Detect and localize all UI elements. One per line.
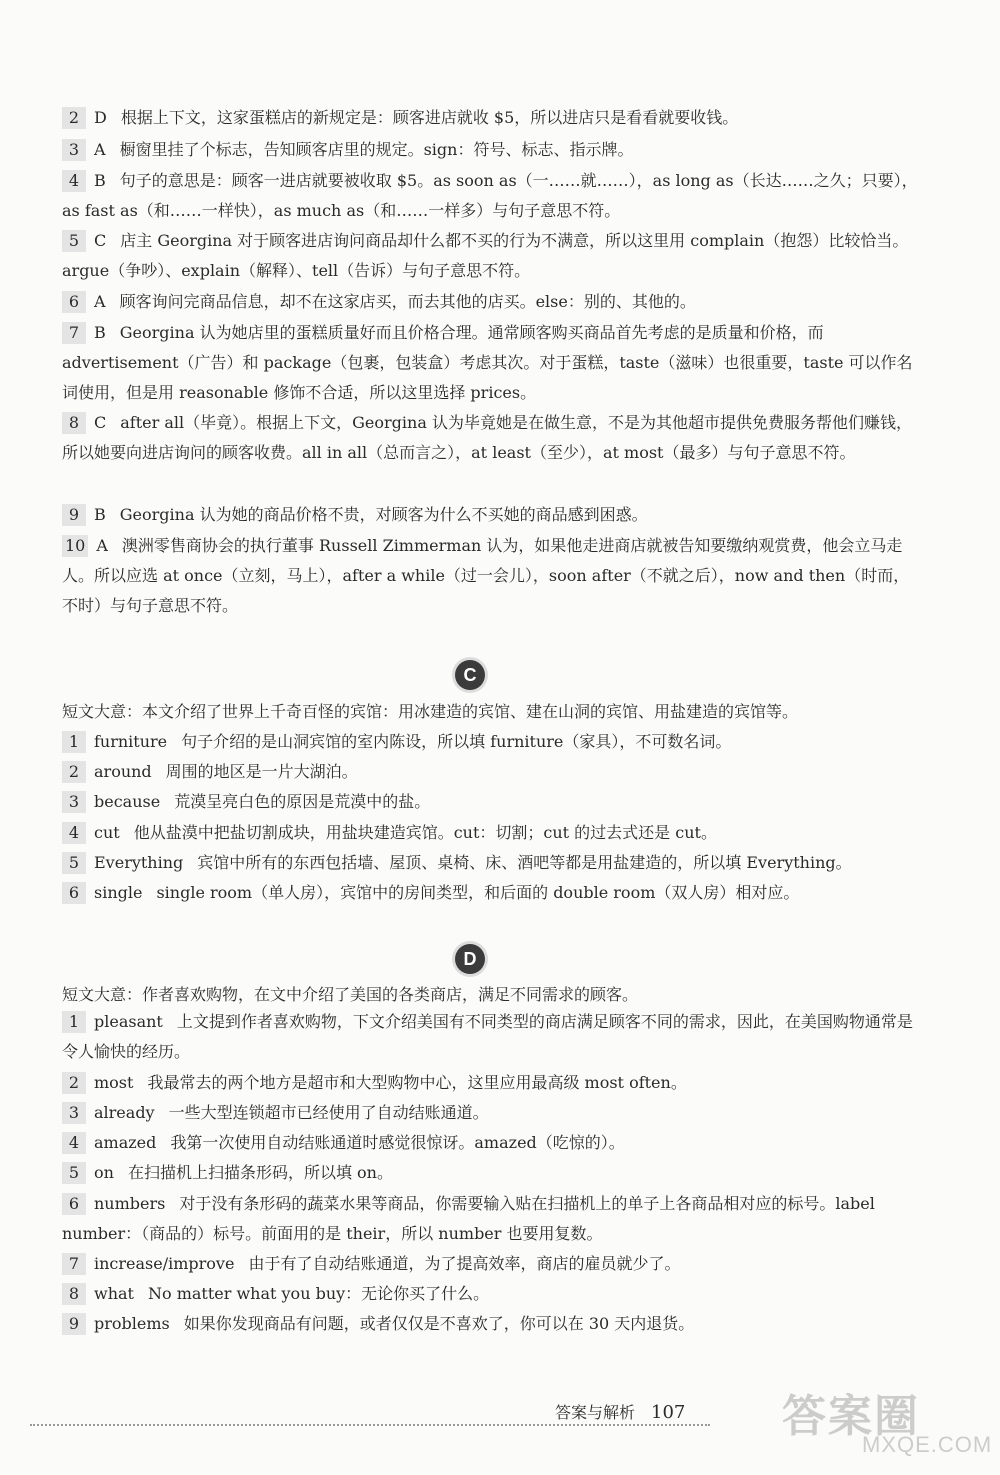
item-number: 4 <box>62 822 86 844</box>
item-explanation: 澳洲零售商协会的执行董事 Russell Zimmerman 认为，如果他走进商店就被告知要缴纳观赏费，他会立马走人。所以应选 at once（立刻，马上），after a while（过一会儿），soon after（不就之后），now and then（时而，不时）与句子意思不符。 <box>62 536 910 615</box>
answer-item <box>62 1158 922 1188</box>
item-answer: what <box>94 1284 134 1303</box>
item-explanation: 我第一次使用自动结账通道时感觉很惊讶。amazed（吃惊的）。 <box>170 1133 625 1152</box>
item-answer: single <box>94 883 143 902</box>
item-number: 6 <box>62 291 86 313</box>
item-number: 6 <box>62 1193 86 1215</box>
item-answer: A <box>94 292 106 311</box>
item-answer: A <box>96 536 108 555</box>
item-number: 9 <box>62 504 86 526</box>
footer-divider <box>30 1424 710 1426</box>
item-explanation: Georgina 认为她店里的蛋糕质量好而且价格合理。通常顾客购买商品首先考虑的是质量和价格，而 advertisement（广告）和 package（包裹，包装盒）考虑其次。对于蛋糕，taste（滋味）也很重要，taste 可以作名词使用，但是用 reasonable 修饰不合适，所以这里选择 prices。 <box>62 323 913 402</box>
section-summary: 短文大意：本文介绍了世界上千奇百怪的宾馆：用冰建造的宾馆、建在山洞的宾馆、用盐建造的宾馆等。 <box>62 702 799 721</box>
answer-item <box>62 1249 922 1279</box>
item-answer: cut <box>94 823 120 842</box>
answer-item <box>62 500 922 530</box>
item-explanation: after all（毕竟）。根据上下文，Georgina 认为毕竟她是在做生意，不是为其他超市提供免费服务帮他们赚钱，所以她要向进店询问的顾客收费。all in all（总而言之），at least（至少），at most（最多）与句子意思不符。 <box>62 413 912 462</box>
item-number: 4 <box>62 170 86 192</box>
item-explanation: 根据上下文，这家蛋糕店的新规定是：顾客进店就收 $5，所以进店只是看看就要收钱。 <box>120 108 739 127</box>
item-answer: already <box>94 1103 155 1122</box>
item-explanation: 如果你发现商品有问题，或者仅仅是不喜欢了，你可以在 30 天内退货。 <box>183 1314 695 1333</box>
item-answer: B <box>94 323 106 342</box>
item-number: 2 <box>62 107 86 129</box>
item-answer: numbers <box>94 1194 166 1213</box>
watermark-url: MXQE.COM <box>862 1432 993 1457</box>
item-number: 5 <box>62 230 86 252</box>
item-explanation: 我最常去的两个地方是超市和大型购物中心，这里应用最高级 most often。 <box>147 1073 687 1092</box>
answer-item <box>62 1128 922 1158</box>
watermark-glyphs: 答案圈 <box>782 1391 920 1442</box>
section-badge-d: D <box>455 944 485 974</box>
answer-item <box>62 757 922 787</box>
footer-label: 答案与解析 <box>555 1403 636 1422</box>
item-answer: B <box>94 171 106 190</box>
item-explanation: 对于没有条形码的蔬菜水果等商品，你需要输入贴在扫描机上的单子上各商品相对应的标号。label number：（商品的）标号。前面用的是 their，所以 number 也要用复数。 <box>62 1194 875 1243</box>
item-number: 2 <box>62 761 86 783</box>
item-answer: pleasant <box>94 1012 163 1031</box>
item-answer: most <box>94 1073 134 1092</box>
item-number: 3 <box>62 791 86 813</box>
item-number: 2 <box>62 1072 86 1094</box>
answer-item <box>62 1309 922 1339</box>
section-badge-c: C <box>455 660 485 690</box>
answer-item <box>62 166 922 226</box>
item-number: 1 <box>62 1011 86 1033</box>
item-number: 1 <box>62 731 86 753</box>
item-number: 8 <box>62 412 86 434</box>
watermark-logo <box>742 1380 992 1470</box>
item-answer: C <box>94 231 107 250</box>
item-number: 6 <box>62 882 86 904</box>
item-explanation: 一些大型连锁超市已经使用了自动结账通道。 <box>168 1103 489 1122</box>
item-explanation: 由于有了自动结账通道，为了提高效率，商店的雇员就少了。 <box>248 1254 681 1273</box>
answer-item <box>62 135 922 165</box>
item-number: 4 <box>62 1132 86 1154</box>
section-summary: 短文大意：作者喜欢购物，在文中介绍了美国的各类商店，满足不同需求的顾客。 <box>62 985 639 1004</box>
answer-item <box>62 318 922 408</box>
item-answer: on <box>94 1163 114 1182</box>
item-answer: D <box>94 108 107 127</box>
item-number: 5 <box>62 1162 86 1184</box>
answer-item <box>62 848 922 878</box>
item-number: 8 <box>62 1283 86 1305</box>
item-explanation: 上文提到作者喜欢购物，下文介绍美国有不同类型的商店满足顾客不同的需求，因此，在美国购物通常是令人愉快的经历。 <box>62 1012 913 1061</box>
item-number: 3 <box>62 139 86 161</box>
page-footer <box>555 1400 685 1423</box>
item-answer: A <box>94 140 106 159</box>
item-number: 10 <box>62 535 88 557</box>
item-answer: because <box>94 792 161 811</box>
item-explanation: 句子的意思是：顾客一进店就要被收取 $5。as soon as（一……就……），as long as（长达……之久；只要），as fast as（和……一样快），as much as（和……一样多）与句子意思不符。 <box>62 171 918 220</box>
item-explanation: 橱窗里挂了个标志，告知顾客店里的规定。sign：符号、标志、指示牌。 <box>119 140 634 159</box>
item-explanation: 宾馆中所有的东西包括墙、屋顶、桌椅、床、酒吧等都是用盐建造的，所以填 Everything。 <box>197 853 852 872</box>
answer-item <box>62 408 922 468</box>
item-explanation: Georgina 认为她的商品价格不贵，对顾客为什么不买她的商品感到困惑。 <box>119 505 648 524</box>
answer-item <box>62 818 922 848</box>
item-explanation: 店主 Georgina 对于顾客进店询问商品却什么都不买的行为不满意，所以这里用 complain（抱怨）比较恰当。argue（争吵）、explain（解释）、tell（告诉）与句子意思不符。 <box>62 231 909 280</box>
item-explanation: 荒漠呈亮白色的原因是荒漠中的盐。 <box>174 792 431 811</box>
item-number: 9 <box>62 1313 86 1335</box>
answer-item <box>62 1068 922 1098</box>
item-number: 7 <box>62 1253 86 1275</box>
item-answer: B <box>94 505 106 524</box>
item-explanation: 周围的地区是一片大湖泊。 <box>165 762 358 781</box>
item-answer: amazed <box>94 1133 157 1152</box>
item-number: 3 <box>62 1102 86 1124</box>
answer-item <box>62 103 922 133</box>
item-answer: C <box>94 413 107 432</box>
item-explanation: single room（单人房），宾馆中的房间类型，和后面的 double room（双人房）相对应。 <box>156 883 800 902</box>
answer-item <box>62 727 922 757</box>
answer-item <box>62 1098 922 1128</box>
answer-item <box>62 1189 922 1249</box>
item-number: 7 <box>62 322 86 344</box>
answer-item <box>62 1007 922 1067</box>
item-explanation: No matter what you buy：无论你买了什么。 <box>147 1284 490 1303</box>
item-answer: problems <box>94 1314 170 1333</box>
item-explanation: 顾客询问完商品信息，却不在这家店买，而去其他的店买。else：别的、其他的。 <box>119 292 696 311</box>
item-answer: around <box>94 762 152 781</box>
answer-item <box>62 1279 922 1309</box>
item-answer: furniture <box>94 732 168 751</box>
answer-item <box>62 531 922 621</box>
item-answer: increase/improve <box>94 1254 235 1273</box>
item-number: 5 <box>62 852 86 874</box>
answer-item <box>62 226 922 286</box>
item-answer: Everything <box>94 853 184 872</box>
item-explanation: 在扫描机上扫描条形码，所以填 on。 <box>127 1163 393 1182</box>
item-explanation: 他从盐漠中把盐切割成块，用盐块建造宾馆。cut：切割；cut 的过去式还是 cut。 <box>133 823 717 842</box>
answer-item <box>62 787 922 817</box>
answer-item <box>62 878 922 908</box>
page-number: 107 <box>651 1402 686 1423</box>
answer-item <box>62 287 922 317</box>
item-explanation: 句子介绍的是山洞宾馆的室内陈设，所以填 furniture（家具），不可数名词。 <box>181 732 732 751</box>
